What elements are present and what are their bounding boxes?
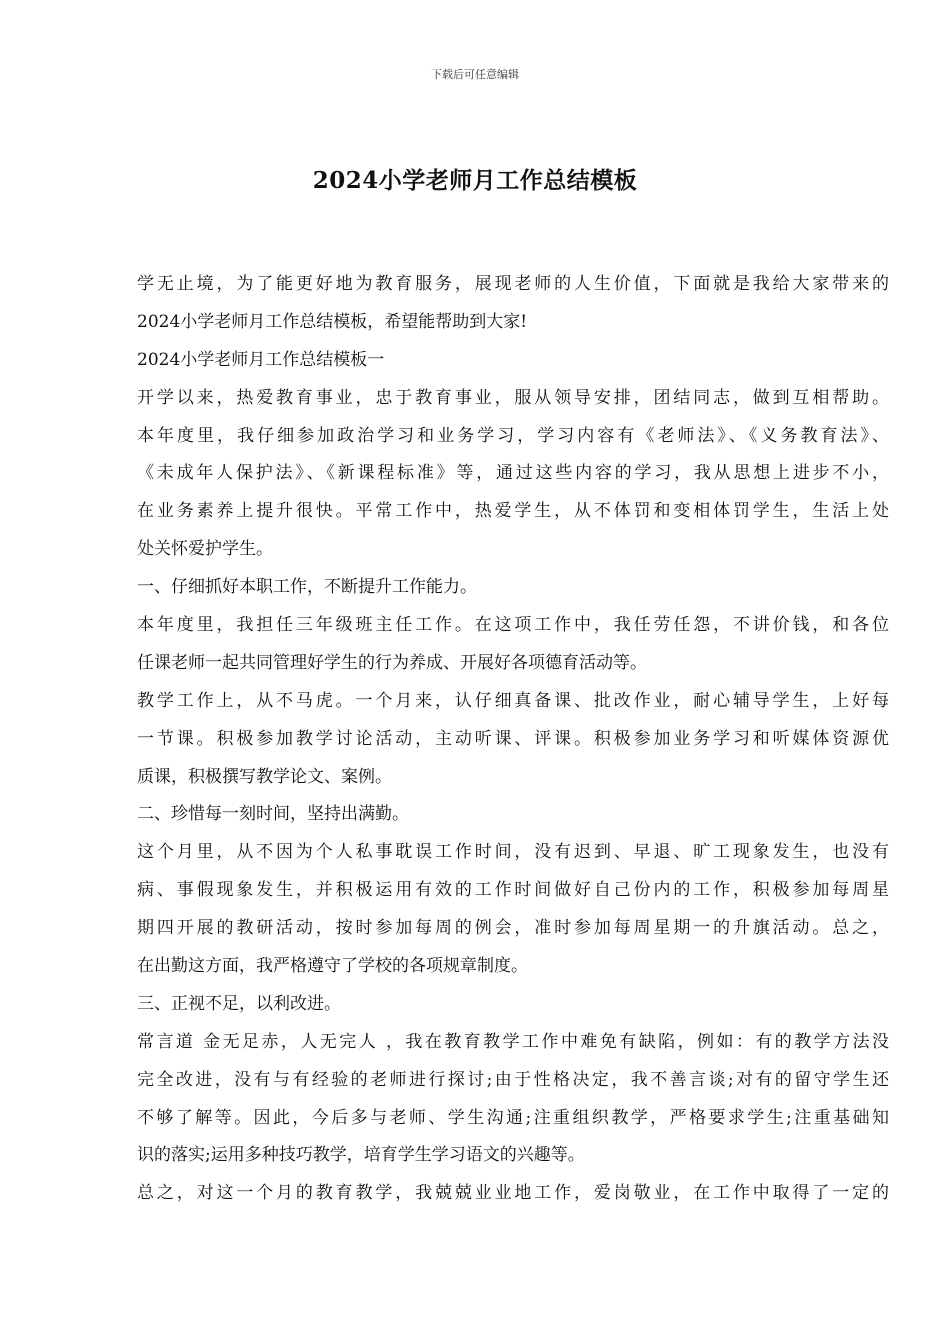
paragraph-line: 《未成年人保护法》、《新课程标准》等，通过这些内容的学习，我从思想上进步不小，: [137, 463, 889, 484]
paragraph-line: 教学工作上，从不马虎。一个月来，认仔细真备课、批改作业，耐心辅导学生，上好每: [137, 690, 889, 711]
paragraph-line: 本年度里，我担任三年级班主任工作。在这项工作中，我任劳任怨，不讲价钱，和各位: [137, 615, 889, 636]
paragraph-line: 三、正视不足，以利改进。: [137, 993, 341, 1014]
paragraph-line: 不够了解等。因此，今后多与老师、学生沟通;注重组织教学，严格要求学生;注重基础知: [137, 1107, 889, 1128]
paragraph-line: 二、珍惜每一刻时间，坚持出满勤。: [137, 804, 409, 825]
paragraph-line: 任课老师一起共同管理好学生的行为养成、开展好各项德育活动等。: [137, 652, 647, 673]
paragraph-line: 本年度里，我仔细参加政治学习和业务学习，学习内容有《老师法》、《义务教育法》、: [137, 425, 889, 446]
paragraph-line: 总之，对这一个月的教育教学，我兢兢业业地工作，爱岗敬业，在工作中取得了一定的: [137, 1183, 889, 1204]
page-header: 下载后可任意编辑: [431, 68, 519, 81]
paragraph-line: 这个月里，从不因为个人私事耽误工作时间，没有迟到、早退、旷工现象发生，也没有: [137, 842, 889, 863]
paragraph-line: 2024小学老师月工作总结模板一: [137, 349, 385, 370]
paragraph-line: 期四开展的教研活动，按时参加每周的例会，准时参加每周星期一的升旗活动。总之，: [137, 918, 889, 939]
document-body: [137, 266, 889, 1213]
document-title: 2024小学老师月工作总结模板: [312, 167, 638, 194]
paragraph-line: 病、事假现象发生，并积极运用有效的工作时间做好自己份内的工作，积极参加每周星: [137, 880, 889, 901]
paragraph-line: 在出勤这方面，我严格遵守了学校的各项规章制度。: [137, 956, 528, 977]
paragraph-line: 开学以来，热爱教育事业，忠于教育事业，服从领导安排，团结同志，做到互相帮助。: [137, 387, 889, 408]
paragraph-line: 质课，积极撰写教学论文、案例。: [137, 766, 392, 787]
paragraph-line: 识的落实;运用多种技巧教学，培育学生学习语文的兴趣等。: [137, 1145, 585, 1166]
paragraph-line: 常言道 金无足赤，人无完人 ，我在教育教学工作中难免有缺陷，例如：有的教学方法没: [137, 1031, 889, 1052]
paragraph-line: 一、仔细抓好本职工作，不断提升工作能力。: [137, 577, 477, 598]
paragraph-line: 一节课。积极参加教学讨论活动，主动听课、评课。积极参加业务学习和听媒体资源优: [137, 728, 889, 749]
paragraph-line: 完全改进，没有与有经验的老师进行探讨;由于性格决定，我不善言谈;对有的留守学生还: [137, 1069, 889, 1090]
paragraph-line: 2024小学老师月工作总结模板，希望能帮助到大家!: [137, 311, 528, 332]
paragraph-line: 学无止境，为了能更好地为教育服务，展现老师的人生价值，下面就是我给大家带来的: [137, 274, 889, 294]
paragraph-line: 处关怀爱护学生。: [137, 539, 273, 560]
paragraph-line: 在业务素养上提升很快。平常工作中，热爱学生，从不体罚和变相体罚学生，生活上处: [137, 501, 889, 522]
